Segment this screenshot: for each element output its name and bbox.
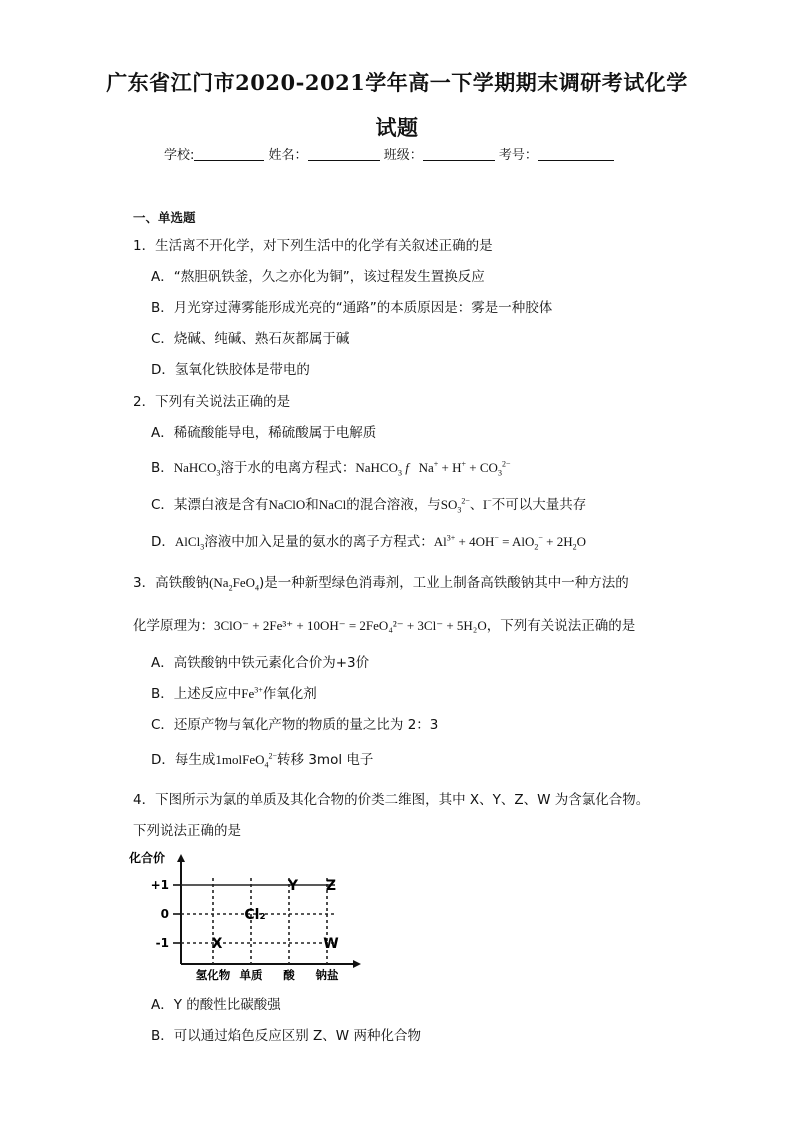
x-axis-arrow — [353, 960, 361, 968]
x-category-label: 酸 — [283, 968, 295, 982]
y-axis-arrow — [177, 854, 185, 862]
q3-stem-line1: 3．高铁酸钠$(Na_2FeO_4)$是一种新型绿色消毒剂，工业上制备高铁酸钠其中一种方法的 — [133, 575, 629, 593]
name-label: 姓名： — [268, 148, 308, 163]
q4-option-b: B．可以通过焰色反应区别 Z、W 两种化合物 — [151, 1028, 421, 1044]
q3-stem-line2: 化学原理为：3ClO⁻ + 2Fe³⁺ + 10OH⁻ = 2FeO₄²⁻ + 3Cl⁻ + 5H₂O，下列有关说法正确的是 — [133, 618, 636, 634]
exam-title-line2: 试题 — [375, 115, 419, 140]
x-category-label: 钠盐 — [315, 968, 339, 982]
y-tick-label: +1 — [150, 878, 169, 892]
q4-option-a: A．Y 的酸性比碳酸强 — [151, 997, 281, 1013]
section-heading: 一、单选题 — [133, 210, 196, 225]
q1-option-c: C．烧碱、纯碱、熟石灰都属于碱 — [151, 331, 350, 347]
q2-option-d: D．AlCl$_3$溶液中加入足量的氨水的离子方程式：$Al^{3+} + 4OH^- = AlO_2^- + 2H_2O$ — [151, 533, 587, 552]
q2-option-c: C．某漂白液是含有NaClO和NaCl的混合溶液，与$SO_3^{2-}$、I−不可以大量共存 — [151, 496, 587, 515]
name-field[interactable] — [308, 146, 380, 161]
q1-stem: 1．生活离不开化学，对下列生活中的化学有关叙述正确的是 — [133, 238, 493, 254]
x-category-label: 单质 — [239, 968, 263, 982]
y-tick-label: 0 — [160, 907, 169, 921]
q2-option-a: A．稀硫酸能导电，稀硫酸属于电解质 — [151, 425, 377, 441]
school-field[interactable] — [194, 146, 264, 161]
q2-option-b: B．NaHCO$_3$溶于水的电离方程式：NaHCO$_3$ f $Na^+ + H^+ + CO_3^{2-}$ — [151, 459, 511, 478]
x-category-label: 氢化物 — [195, 968, 231, 982]
point-label-Y: Y — [287, 878, 299, 894]
y-tick-label: -1 — [155, 936, 169, 950]
student-info — [164, 144, 614, 163]
q1-option-d: D．氢氧化铁胶体是带电的 — [151, 362, 310, 378]
chlorine-valence-chart — [125, 848, 365, 984]
chart-labels — [128, 850, 339, 982]
class-label: 班级： — [383, 148, 423, 163]
q3-option-a: A．高铁酸钠中铁元素化合价为+3价 — [151, 655, 370, 671]
q3-option-d: D．每生成1molFeO$_4^{2-}$转移 3mol 电子 — [151, 751, 374, 770]
class-field[interactable] — [423, 146, 495, 161]
point-label-Cl₂: Cl₂ — [244, 907, 266, 923]
point-label-X: X — [211, 936, 223, 952]
point-label-Z: Z — [325, 878, 337, 894]
exam-title-line1: 广东省江门市2020-2021学年高一下学期期末调研考试化学 — [106, 70, 688, 95]
point-label-W: W — [323, 936, 339, 952]
q4-stem-line1: 4．下图所示为氯的单质及其化合物的价类二维图，其中 X、Y、Z、W 为含氯化合物。 — [133, 792, 650, 808]
number-field[interactable] — [538, 146, 614, 161]
q1-option-b: B．月光穿过薄雾能形成光亮的“通路”的本质原因是：雾是一种胶体 — [151, 300, 553, 316]
q4-stem-line2: 下列说法正确的是 — [133, 823, 241, 839]
q3-option-c: C．还原产物与氧化产物的物质的量之比为 2：3 — [151, 717, 439, 733]
q3-equation: 3ClO⁻ + 2Fe³⁺ + 10OH⁻ = 2FeO₄²⁻ + 3Cl⁻ + 5H₂O — [214, 618, 487, 633]
school-label: 学校: — [164, 148, 195, 163]
q1-option-a: A．“熬胆矾铁釜，久之亦化为铜”，该过程发生置换反应 — [151, 269, 485, 285]
chart-points — [212, 878, 339, 952]
q2-stem: 2．下列有关说法正确的是 — [133, 394, 291, 410]
q3-option-b: B．上述反应中$Fe^{3+}$作氧化剂 — [151, 685, 317, 702]
number-label: 考号： — [498, 148, 538, 163]
y-axis-label: 化合价 — [129, 851, 166, 865]
